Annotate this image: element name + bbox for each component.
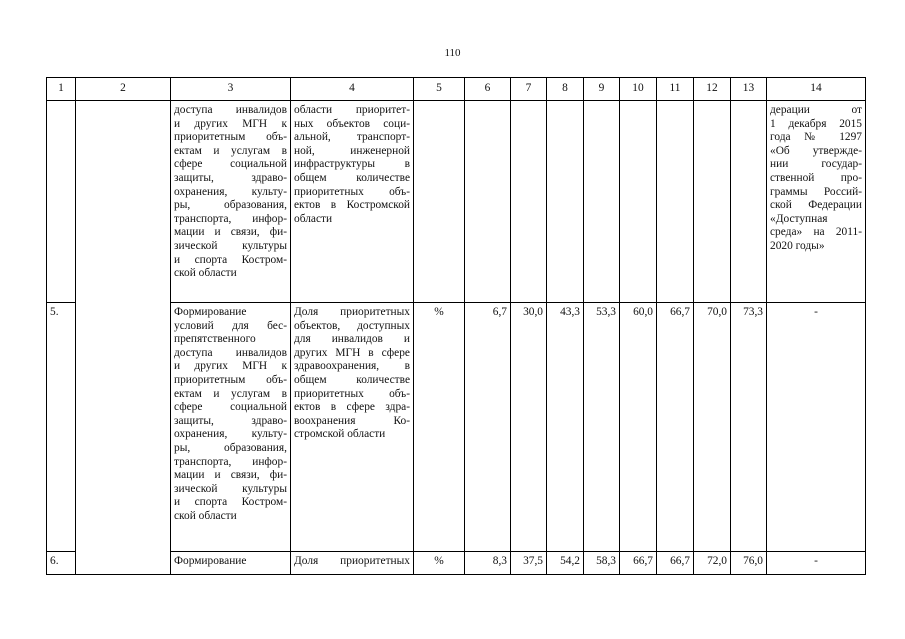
text-line: объектов, доступных bbox=[294, 319, 410, 332]
text-line: приоритетных объ- bbox=[294, 185, 410, 198]
text-line: ектов в Костромской bbox=[294, 199, 410, 212]
text-line: условий для бес- bbox=[174, 319, 287, 332]
text-line: транспорта, инфор- bbox=[174, 212, 287, 225]
legal-basis-cell: - bbox=[767, 303, 866, 552]
text-line: здравоохранения, в bbox=[294, 360, 410, 373]
text-line: альной, транспорт- bbox=[294, 131, 410, 144]
text-line: «Об утвержде- bbox=[770, 144, 862, 157]
header-cell: 4 bbox=[291, 78, 414, 101]
text-line: ектам и услугам в bbox=[174, 387, 287, 400]
row-number-cell: 5. bbox=[47, 303, 76, 552]
value-cell: 43,3 bbox=[547, 303, 584, 552]
text-line: граммы Россий- bbox=[770, 185, 862, 198]
indicator-description bbox=[291, 101, 414, 303]
text-line: нии государ- bbox=[770, 158, 862, 171]
value-cell: 66,7 bbox=[657, 552, 694, 575]
value-cell: 73,3 bbox=[731, 303, 767, 552]
text-line: и спорта Костром- bbox=[174, 496, 287, 509]
text-line: общем количестве bbox=[294, 171, 410, 184]
empty-cell bbox=[414, 101, 465, 303]
value-cell: 53,3 bbox=[584, 303, 620, 552]
empty-cell bbox=[465, 101, 511, 303]
empty-cell bbox=[657, 101, 694, 303]
text-line: Формирование bbox=[174, 306, 247, 318]
empty-cell bbox=[694, 101, 731, 303]
page-number: 110 bbox=[444, 47, 461, 59]
header-cell: 5 bbox=[414, 78, 465, 101]
unit-cell: % bbox=[414, 303, 465, 552]
text-line: для инвалидов и bbox=[294, 333, 410, 346]
table-row bbox=[47, 101, 866, 303]
header-cell: 8 bbox=[547, 78, 584, 101]
header-cell: 12 bbox=[694, 78, 731, 101]
text-line: инфраструктуры в bbox=[294, 158, 410, 171]
text-line: охранения, культу- bbox=[174, 185, 287, 198]
value-cell: 66,7 bbox=[657, 303, 694, 552]
header-cell: 6 bbox=[465, 78, 511, 101]
empty-cell bbox=[547, 101, 584, 303]
text-line: зической культуры bbox=[174, 239, 287, 252]
text-line: Доля приоритетных bbox=[294, 306, 410, 318]
text-line: Доля приоритетных bbox=[294, 555, 410, 567]
text-line: мации и связи, фи- bbox=[174, 469, 287, 482]
text-line: области bbox=[294, 212, 333, 225]
legal-basis-cell bbox=[767, 101, 866, 303]
unit-cell: % bbox=[414, 552, 465, 575]
text-line: области приоритет- bbox=[294, 104, 410, 116]
header-cell: 3 bbox=[171, 78, 291, 101]
indicator-description bbox=[291, 552, 414, 575]
text-line: «Доступная bbox=[770, 212, 828, 225]
value-cell: 37,5 bbox=[511, 552, 547, 575]
row-number-cell: 6. bbox=[47, 552, 76, 575]
text-line: зической культуры bbox=[174, 482, 287, 495]
indicators-table bbox=[46, 77, 866, 575]
empty-cell bbox=[620, 101, 657, 303]
text-line: и других МГН к bbox=[174, 117, 287, 130]
text-line: дерации от bbox=[770, 104, 862, 116]
text-line: охранения, культу- bbox=[174, 428, 287, 441]
text-line: ры, образования, bbox=[174, 199, 287, 212]
header-cell: 13 bbox=[731, 78, 767, 101]
section-cell bbox=[76, 101, 171, 575]
text-line: защиты, здраво- bbox=[174, 414, 287, 427]
header-cell: 9 bbox=[584, 78, 620, 101]
text-line: ры, образования, bbox=[174, 441, 287, 454]
text-line: ской Федерации bbox=[770, 199, 862, 212]
text-line: приоритетным объ- bbox=[174, 131, 287, 144]
value-cell: 8,3 bbox=[465, 552, 511, 575]
value-cell: 76,0 bbox=[731, 552, 767, 575]
text-line: транспорта, инфор- bbox=[174, 455, 287, 468]
text-line: приоритетных объ- bbox=[294, 387, 410, 400]
text-line: года № 1297 bbox=[770, 131, 862, 144]
text-line: ектам и услугам в bbox=[174, 144, 287, 157]
value-cell: 70,0 bbox=[694, 303, 731, 552]
text-line: мации и связи, фи- bbox=[174, 226, 287, 239]
text-line: доступа инвалидов bbox=[174, 104, 287, 116]
text-line: стромской области bbox=[294, 428, 386, 441]
text-line: приоритетным объ- bbox=[174, 373, 287, 386]
empty-cell bbox=[584, 101, 620, 303]
text-line: сфере социальной bbox=[174, 158, 287, 171]
indicator-description bbox=[291, 303, 414, 552]
value-cell: 58,3 bbox=[584, 552, 620, 575]
text-line: ной, инженерной bbox=[294, 144, 410, 157]
text-line: других МГН в сфере bbox=[294, 346, 410, 359]
text-line: ственной про- bbox=[770, 171, 862, 184]
empty-cell bbox=[731, 101, 767, 303]
text-line: препятственного bbox=[174, 333, 256, 346]
event-description bbox=[171, 303, 291, 552]
header-cell: 2 bbox=[76, 78, 171, 101]
text-line: и других МГН к bbox=[174, 360, 287, 373]
text-line: ской области bbox=[174, 509, 237, 522]
header-cell: 11 bbox=[657, 78, 694, 101]
header-cell: 14 bbox=[767, 78, 866, 101]
text-line: доступа инвалидов bbox=[174, 346, 287, 359]
row-number-cell bbox=[47, 101, 76, 303]
text-line: ектов в сфере здра- bbox=[294, 401, 410, 414]
text-line: ской области bbox=[174, 267, 237, 280]
event-description: Формирование bbox=[171, 552, 291, 575]
text-line: среда» на 2011- bbox=[770, 226, 862, 239]
text-line: общем количестве bbox=[294, 373, 410, 386]
text-line: воохранения Ко- bbox=[294, 414, 410, 427]
empty-cell bbox=[511, 101, 547, 303]
text-line: и спорта Костром- bbox=[174, 253, 287, 266]
value-cell: 30,0 bbox=[511, 303, 547, 552]
value-cell: 60,0 bbox=[620, 303, 657, 552]
value-cell: 66,7 bbox=[620, 552, 657, 575]
text-line: 2020 годы» bbox=[770, 239, 825, 252]
value-cell: 72,0 bbox=[694, 552, 731, 575]
text-line: ных объектов соци- bbox=[294, 117, 410, 130]
header-cell: 1 bbox=[47, 78, 76, 101]
value-cell: 6,7 bbox=[465, 303, 511, 552]
text-line: 1 декабря 2015 bbox=[770, 117, 862, 130]
value-cell: 54,2 bbox=[547, 552, 584, 575]
header-cell: 7 bbox=[511, 78, 547, 101]
header-cell: 10 bbox=[620, 78, 657, 101]
table-header-row bbox=[47, 78, 866, 101]
text-line: сфере социальной bbox=[174, 401, 287, 414]
legal-basis-cell: - bbox=[767, 552, 866, 575]
text-line: защиты, здраво- bbox=[174, 171, 287, 184]
event-description bbox=[171, 101, 291, 303]
